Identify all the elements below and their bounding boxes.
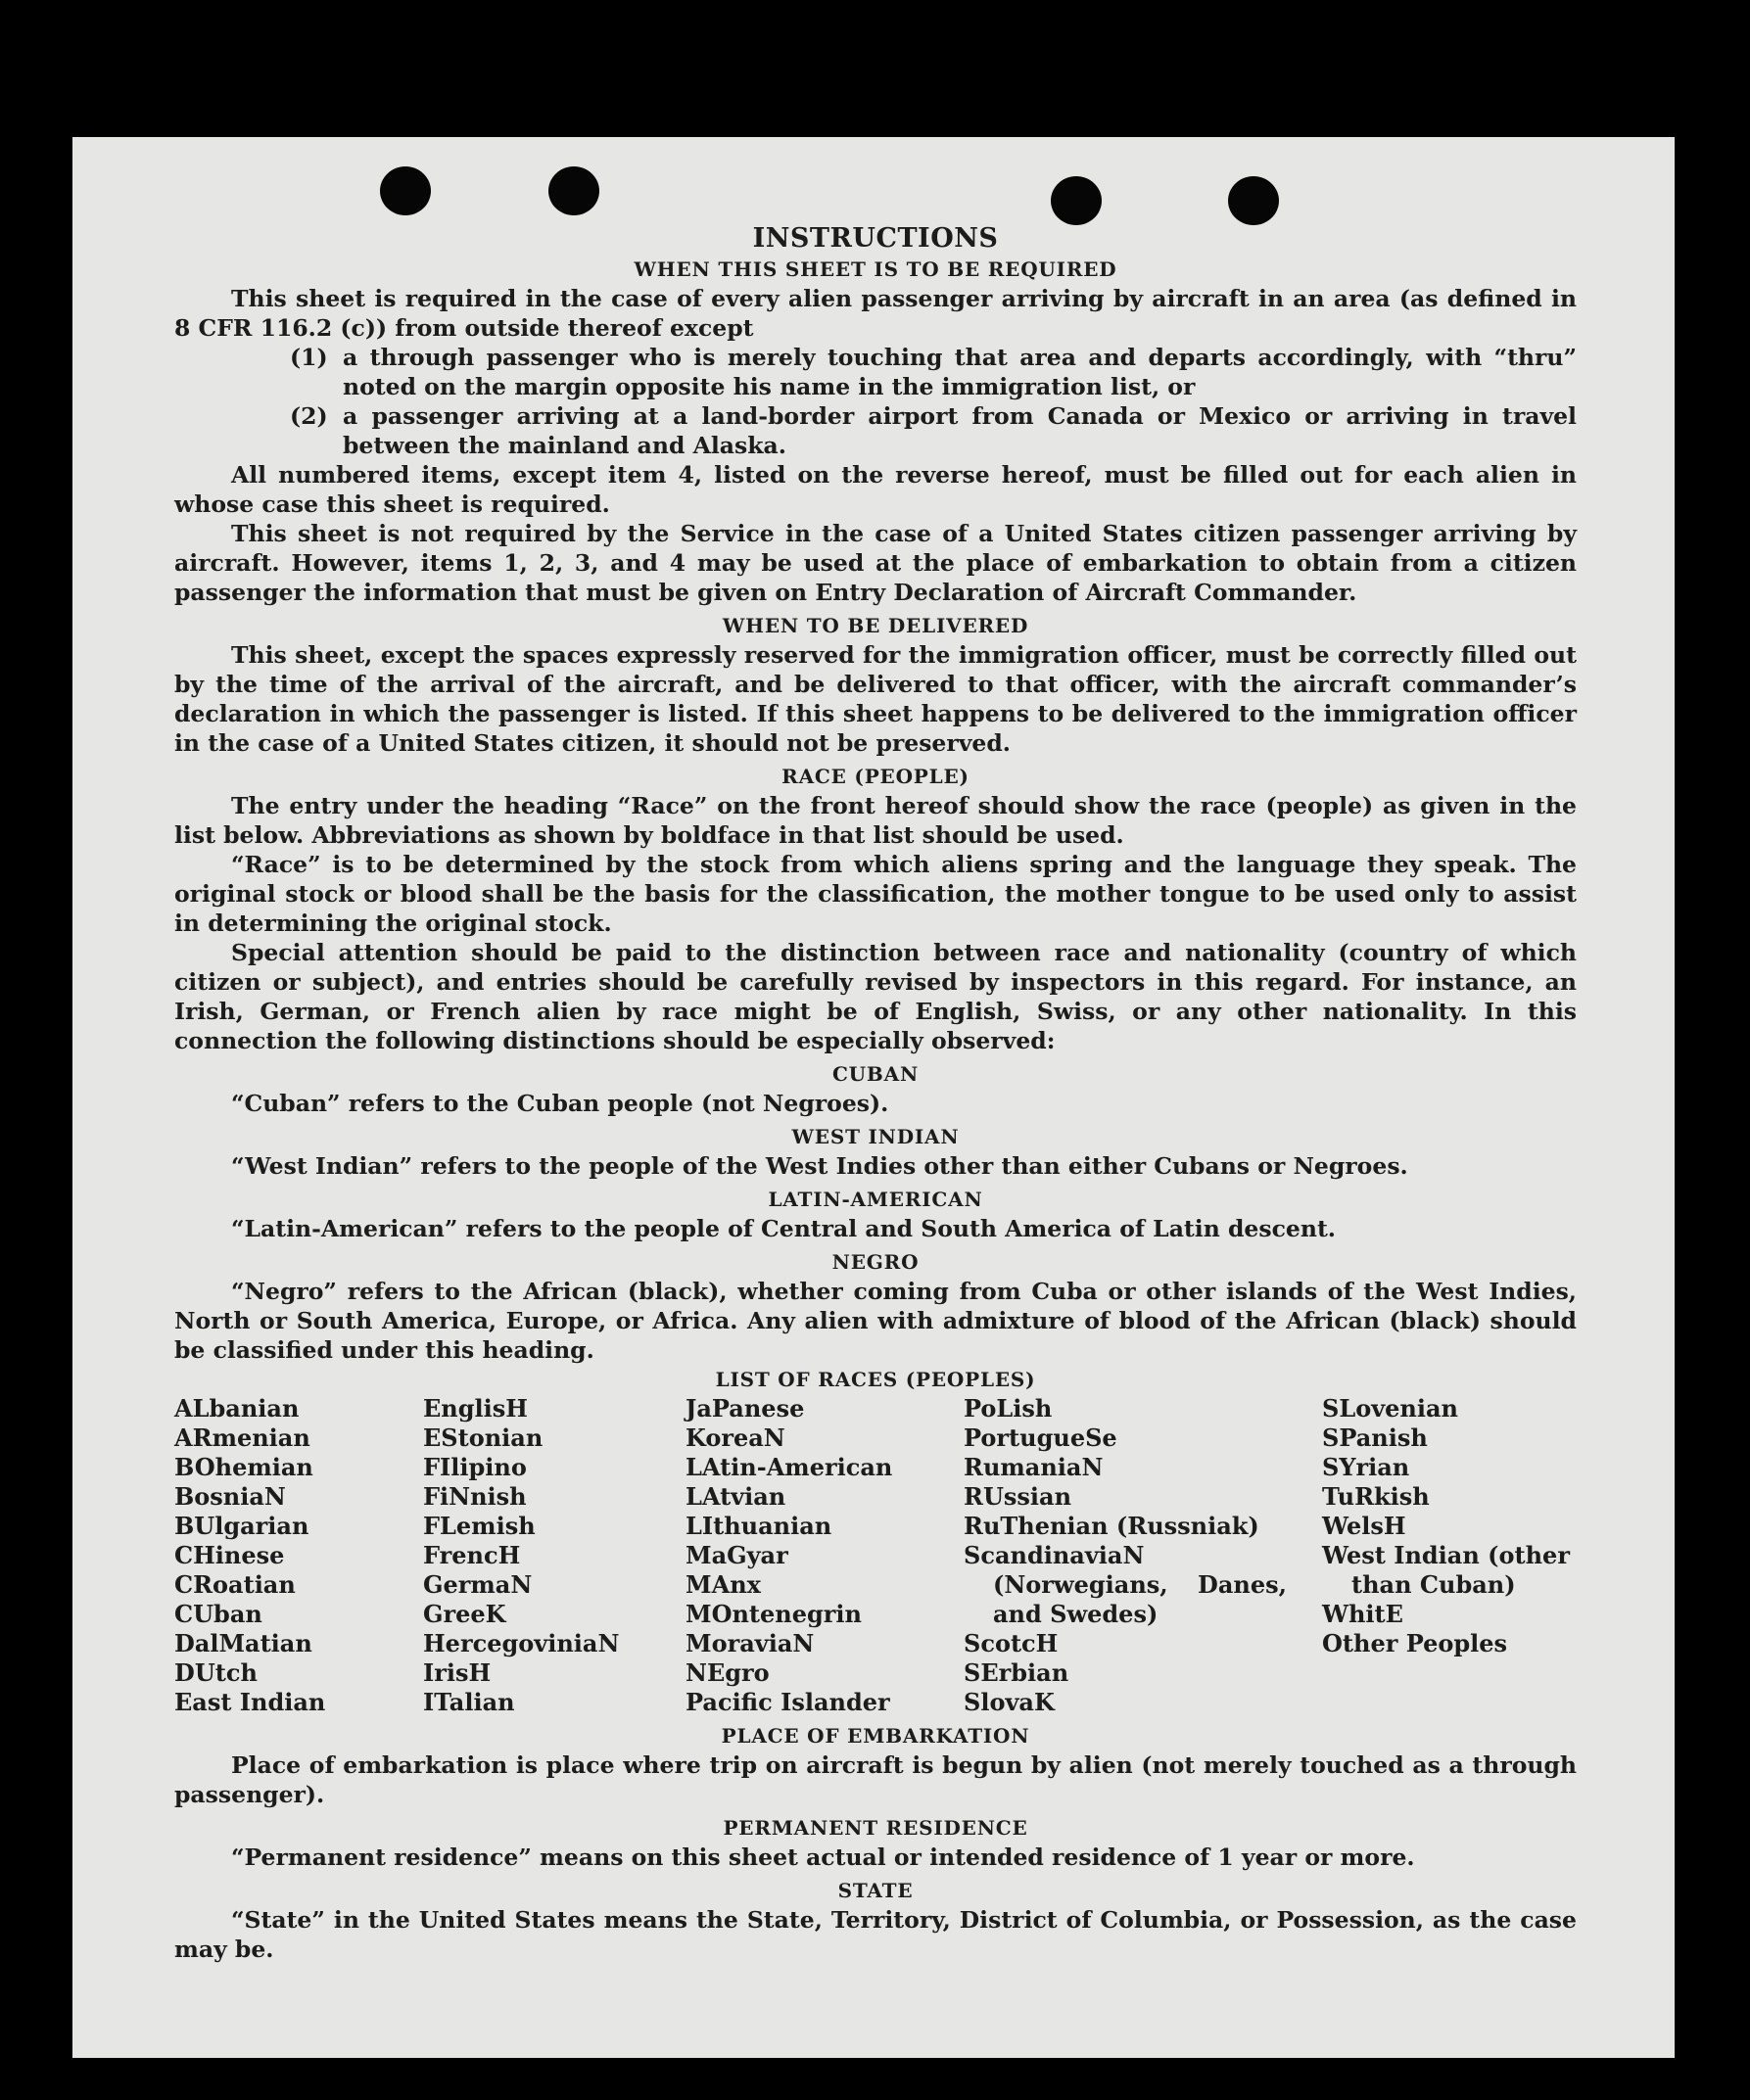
required-paragraph: All numbered items, except item 4, listed on the reverse hereof, must be filled out for each alien in whose case this sheet is required. [174,461,1577,518]
exception-item [290,401,1577,460]
race-entry: LAtin-American [686,1453,893,1481]
race-entry: CUban [174,1600,262,1628]
punch-hole [1051,176,1102,225]
section-heading-embarkation: PLACE OF EMBARKATION [721,1724,1030,1748]
race-entry: GreeK [423,1600,506,1628]
negro-paragraph: “Negro” refers to the African (black), whether coming from Cuba or other islands of the West Indies, North or South America, Europe, or Africa. Any alien with admixture of blood of the African (black) should be classified under this heading. [174,1278,1577,1364]
race-entry: LIthuanian [686,1512,832,1540]
race-entry: SErbian [964,1658,1069,1687]
race-entry: BosniaN [174,1482,286,1511]
race-entry: MOntenegrin [686,1600,862,1628]
race-entry: ALbanian [174,1394,300,1423]
races-column [174,1394,423,1717]
document-sheet [72,137,1675,2058]
races-list [174,1394,1577,1717]
section-heading-negro: NEGRO [831,1250,920,1274]
race-entry: EnglisH [423,1394,528,1423]
section-heading-west-indian: WEST INDIAN [791,1125,960,1148]
races-column [1322,1394,1577,1717]
race-entry: ScandinaviaN (Norwegians, Danes, and Swedes) [964,1541,1287,1628]
race-entry: East Indian [174,1688,326,1716]
residence-paragraph: “Permanent residence” means on this sheet actual or intended residence of 1 year or more. [231,1843,1415,1871]
race-entry: SlovaK [964,1688,1055,1716]
embarkation-paragraph: Place of embarkation is place where trip on aircraft is begun by alien (not merely touched as a through passenger). [174,1751,1577,1808]
race-entry: RumaniaN [964,1453,1104,1481]
race-entry: BOhemian [174,1453,313,1481]
page-title: INSTRUCTIONS [752,223,999,254]
required-paragraph: This sheet is not required by the Service in the case of a United States citizen passenger arriving by aircraft. However, items 1, 2, 3, and 4 may be used at the place of embarkation to obtain from a citizen passenger the information that must be given on Entry Declaration of Aircraft Commander. [174,520,1577,606]
race-entry: FIlipino [423,1453,527,1481]
race-entry: HercegoviniaN [423,1629,620,1657]
race-entry: ScotcH [964,1629,1059,1657]
race-entry: NEgro [686,1658,770,1687]
race-entry: SYrian [1322,1453,1410,1481]
exception-text: a through passenger who is merely touching that area and departs accordingly, with “thru” noted on the margin opposite his name in the immigration list, or [343,344,1577,400]
instructions-content [174,223,1577,1964]
race-paragraph: Special attention should be paid to the distinction between race and nationality (country of which citizen or subject), and entries should be carefully revised by inspectors in this regard. For instance, an Irish, German, or French alien by race might be of English, Swiss, or any other nationality. In this connection the following distinctions should be especially observed: [174,939,1577,1054]
race-paragraph: The entry under the heading “Race” on the front hereof should show the race (people) as given in the list below. Abbreviations as shown by boldface in that list should be used. [174,792,1577,849]
race-entry: WelsH [1322,1512,1406,1540]
race-entry: EStonian [423,1423,544,1452]
races-column [423,1394,686,1717]
section-heading-list-of-races: LIST OF RACES (PEOPLES) [715,1368,1036,1391]
race-entry: SPanish [1322,1423,1428,1452]
race-entry: CRoatian [174,1570,296,1599]
race-entry: PortugueSe [964,1423,1117,1452]
section-heading-delivered: WHEN TO BE DELIVERED [722,614,1029,637]
race-entry: RUssian [964,1482,1072,1511]
race-entry: West Indian (other than Cuban) [1322,1541,1570,1599]
race-entry: BUlgarian [174,1512,309,1540]
races-column [686,1394,964,1717]
punch-hole [1228,176,1279,225]
exception-item [290,343,1577,401]
exception-number: (2) [290,402,328,430]
cuban-paragraph: “Cuban” refers to the Cuban people (not Negroes). [231,1090,889,1117]
race-entry: MaGyar [686,1541,788,1569]
race-entry: KoreaN [686,1423,785,1452]
races-column [964,1394,1322,1717]
race-entry: IrisH [423,1658,492,1687]
required-intro: This sheet is required in the case of every alien passenger arriving by aircraft in an area (as defined in 8 CFR 116.2 (c)) from outside thereof except [174,285,1577,342]
race-entry: FrencH [423,1541,521,1569]
race-entry: MoraviaN [686,1629,815,1657]
race-entry: SLovenian [1322,1394,1458,1423]
race-entry: GermaN [423,1570,533,1599]
section-heading-required: WHEN THIS SHEET IS TO BE REQUIRED [634,257,1117,281]
race-entry: Other Peoples [1322,1629,1508,1657]
exception-text: a passenger arriving at a land-border airport from Canada or Mexico or arriving in travel between the mainland and Alaska. [343,402,1577,459]
race-entry: DUtch [174,1658,258,1687]
west-indian-paragraph: “West Indian” refers to the people of the West Indies other than either Cubans or Negroes. [231,1152,1408,1180]
section-heading-latin-american: LATIN-AMERICAN [768,1188,983,1211]
race-entry: ITalian [423,1688,515,1716]
race-entry: DalMatian [174,1629,312,1657]
race-entry: Pacific Islander [686,1688,890,1716]
race-entry: CHinese [174,1541,285,1569]
punch-hole [548,166,599,215]
race-entry: LAtvian [686,1482,786,1511]
latin-american-paragraph: “Latin-American” refers to the people of Central and South America of Latin descent. [231,1215,1336,1242]
race-entry: JaPanese [686,1394,805,1423]
race-entry: PoLish [964,1394,1053,1423]
race-entry: WhitE [1322,1600,1403,1628]
section-heading-cuban: CUBAN [831,1062,920,1086]
section-heading-residence: PERMANENT RESIDENCE [723,1816,1028,1840]
race-entry: MAnx [686,1570,761,1599]
delivered-paragraph: This sheet, except the spaces expressly reserved for the immigration officer, must be correctly filled out by the time of the arrival of the aircraft, and be delivered to that officer, with the aircraft commander’s declaration in which the passenger is listed. If this sheet happens to be delivered to the immigration officer in the case of a United States citizen, it should not be preserved. [174,641,1577,757]
punch-hole [380,166,431,215]
race-paragraph: “Race” is to be determined by the stock from which aliens spring and the language they speak. The original stock or blood shall be the basis for the classification, the mother tongue to be used only to assist in determining the original stock. [174,851,1577,937]
race-entry: FLemish [423,1512,536,1540]
section-heading-race: RACE (PEOPLE) [781,765,970,788]
race-entry: ARmenian [174,1423,310,1452]
section-heading-state: STATE [837,1879,914,1902]
state-paragraph: “State” in the United States means the State, Territory, District of Columbia, or Possession, as the case may be. [174,1906,1577,1963]
race-entry: FiNnish [423,1482,527,1511]
race-entry: RuThenian (Russniak) [964,1512,1259,1540]
race-entry: TuRkish [1322,1482,1430,1511]
exception-number: (1) [290,344,328,371]
